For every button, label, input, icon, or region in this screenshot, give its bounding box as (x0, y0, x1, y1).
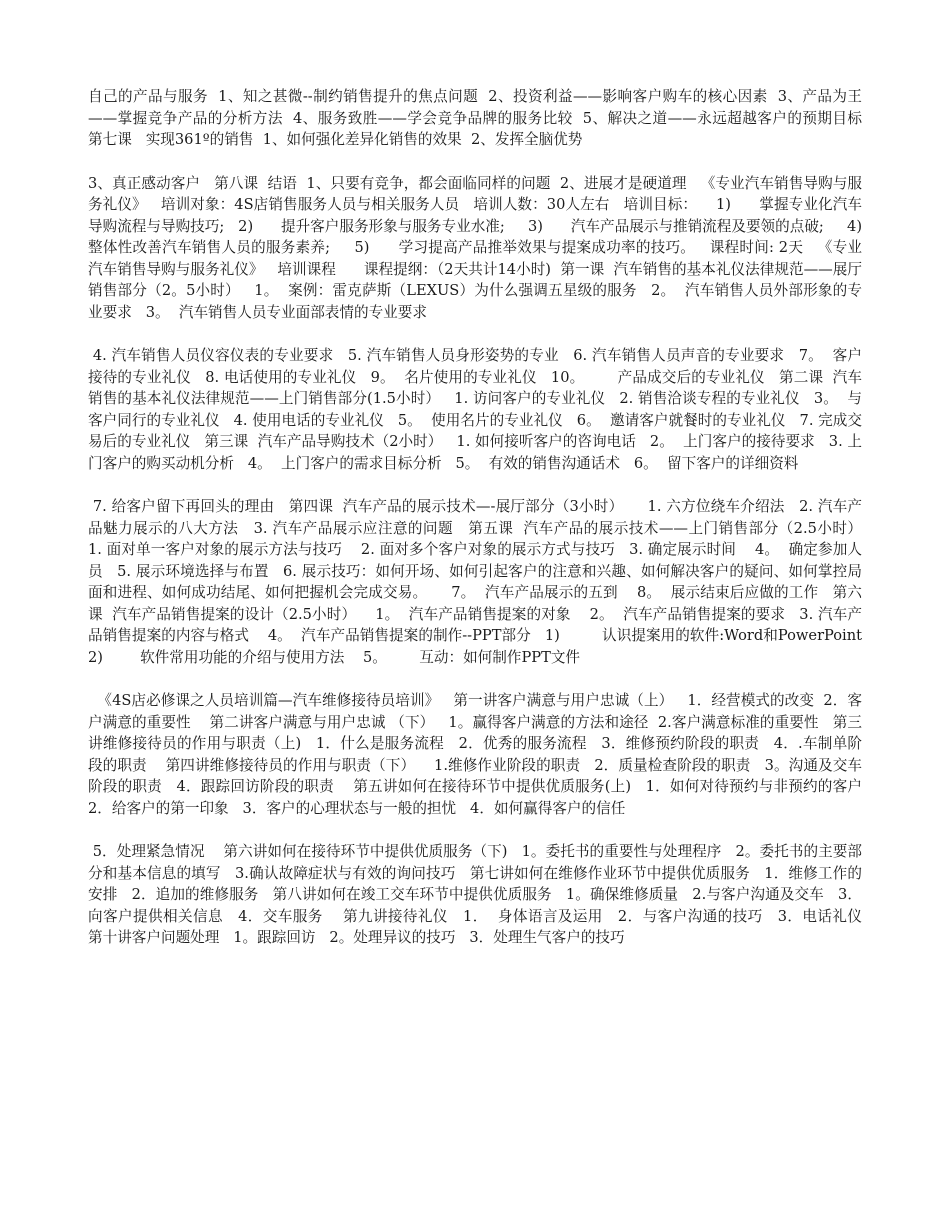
paragraph-1: 自己的产品与服务 1、知之甚微--制约销售提升的焦点问题 2、投资利益——影响客户购车的核心因素 3、产品为王——掌握竞争产品的分析方法 4、服务致胜——学会竞争品牌的服务比较 5、解决之道——永远超越客户的预期目标 第七课 实现361º的销售 1、如何强化差异化销售的效果 2、发挥全脑优势 (88, 88, 876, 148)
paragraph-5: 《4S店必修课之人员培训篇—汽车维修接待员培训》 第一讲客户满意与用户忠诚（上） 1．经营模式的改变 2．客户满意的重要性 第二讲客户满意与用户忠诚 （下） 1。赢得客户满意的方法和途径 2.客户满意标准的重要性 第三讲维修接待员的作用与职责（上) 1．什么是服务流程 2．优秀的服务流程 3．维修预约阶段的职责 4．.车制单阶段的职责 第四讲维修接待员的作用与职责（下） 1.维修作业阶段的职责 2．质量检查阶段的职责 3。沟通及交车阶段的职责 4．跟踪回访阶段的职责 第五讲如何在接待环节中提供优质服务(上) 1．如何对待预约与非预约的客户 2．给客户的第一印象 3．客户的心理状态与一般的担忧 4．如何赢得客户的信任 (88, 692, 876, 817)
paragraph-6: 5．处理紧急情况 第六讲如何在接待环节中提供优质服务（下) 1。委托书的重要性与处理程序 2。委托书的主要部分和基本信息的填写 3.确认故障症状与有效的询问技巧 第七讲如何在维修作业环节中提供优质服务 1．维修工作的安排 2．追加的维修服务 第八讲如何在竣工交车环节中提供优质服务 1。确保维修质量 2.与客户沟通及交车 3．向客户提供相关信息 4．交车服务 第九讲接待礼仪 1． 身体语言及运用 2．与客户沟通的技巧 3．电话礼仪 第十讲客户问题处理 1。跟踪回访 2。处理异议的技巧 3．处理生气客户的技巧 (88, 843, 881, 946)
document-body (88, 86, 890, 971)
paragraph-3: 4. 汽车销售人员仪容仪表的专业要求 5. 汽车销售人员身形姿势的专业 6. 汽车销售人员声音的专业要求 7。 客户接待的专业礼仪 8. 电话使用的专业礼仪 9。 名片使用的专业礼仪 10。 产品成交后的专业礼仪 第二课 汽车销售的基本礼仪法律规范——上门销售部分(1.5小时） 1. 访问客户的专业礼仪 2. 销售洽谈专程的专业礼仪 3。 与客户同行的专业礼仪 4. 使用电话的专业礼仪 5。 使用名片的专业礼仪 6。 邀请客户就餐时的专业礼仪 7. 完成交易后的专业礼仪 第三课 汽车产品导购技术（2小时） 1. 如何接听客户的咨询电话 2。 上门客户的接待要求 3. 上门客户的购买动机分析 4。 上门客户的需求目标分析 5。 有效的销售沟通话术 6。 留下客户的详细资料 (88, 347, 863, 472)
paragraph-2: 3、真正感动客户 第八课 结语 1、只要有竞争，都会面临同样的问题 2、进展才是硬道理 《专业汽车销售导购与服务礼仪》 培训对象：4S店销售服务人员与相关服务人员 培训人数：30人左右 培训目标： 1) 掌握专业化汽车导购流程与导购技巧; 2) 提升客户服务形象与服务专业水准; 3) 汽车产品展示与推销流程及要领的点破; 4) 整体性改善汽车销售人员的服务素养; 5) 学习提高产品推举效果与提案成功率的技巧。 课程时间: 2天 《专业汽车销售导购与服务礼仪》 培训课程 课程提纲：（2天共计14小时) 第一课 汽车销售的基本礼仪法律规范——展厅销售部分（2。5小时） 1。 案例：雷克萨斯（LEXUS）为什么强调五星级的服务 2。 汽车销售人员外部形象的专业要求 3。 汽车销售人员专业面部表情的专业要求 (88, 174, 890, 321)
paragraph-4: 7. 给客户留下再回头的理由 第四课 汽车产品的展示技术—-展厅部分（3小时） 1. 六方位绕车介绍法 2. 汽车产品魅力展示的八大方法 3. 汽车产品展示应注意的问题 第五课 汽车产品的展示技术——上门销售部分（2.5小时） 1. 面对单一客户对象的展示方法与技巧 2. 面对多个客户对象的展示方式与技巧 3. 确定展示时间 4。 确定参加人员 5. 展示环境选择与布置 6. 展示技巧：如何开场、如何引起客户的注意和兴趣、如何解决客户的疑问、如何掌控局面和进程、如何成功结尾、如何把握机会完成交易。 7。 汽车产品展示的五到 8。 展示结束后应做的工作 第六课 汽车产品销售提案的设计（2.5小时） 1。 汽车产品销售提案的对象 2。 汽车产品销售提案的要求 3. 汽车产品销售提案的内容与格式 4。 汽车产品销售提案的制作--PPT部分 1) 认识提案用的软件:Word和PowerPoint 2) 软件常用功能的介绍与使用方法 5。 互动：如何制作PPT文件 (88, 498, 886, 666)
